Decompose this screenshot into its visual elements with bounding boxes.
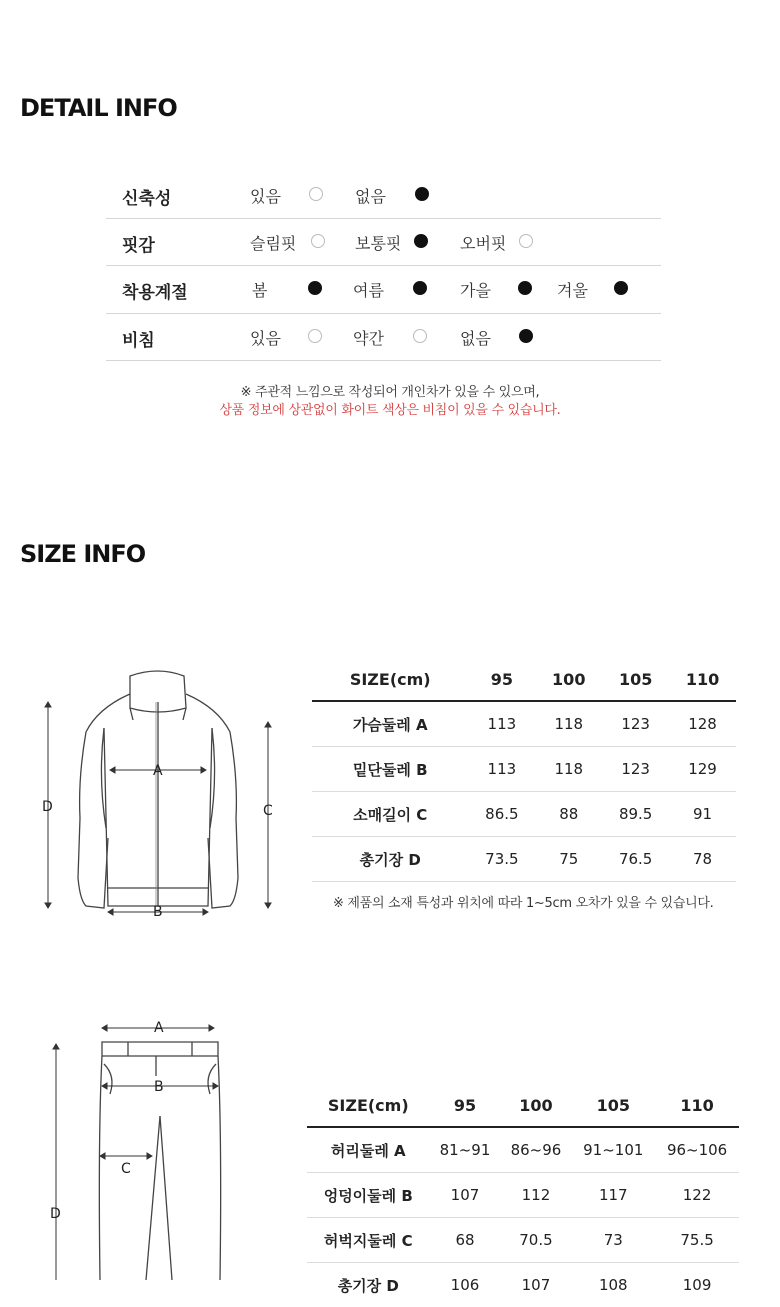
table-cell: 129 (669, 747, 736, 792)
detail-label: 핏감 (122, 231, 155, 256)
diagram-label-d: D (42, 799, 53, 815)
table-cell: 75.5 (655, 1218, 739, 1263)
detail-table (106, 172, 661, 361)
table-header-cell: 105 (602, 658, 669, 701)
row-label: 가슴둘레 A (312, 701, 468, 747)
table-header-cell: 110 (669, 658, 736, 701)
selected-dot-icon (308, 281, 322, 295)
size-info-title: SIZE INFO (20, 540, 145, 568)
diagram-label-c: C (121, 1161, 131, 1177)
table-row (307, 1218, 739, 1263)
table-header-cell: SIZE(cm) (307, 1084, 430, 1127)
table-header-cell: 95 (468, 658, 535, 701)
detail-row-fit (106, 219, 661, 266)
option-label: 슬림핏 (250, 231, 296, 254)
option-label: 오버핏 (460, 231, 506, 254)
diagram-label-a: A (153, 763, 163, 779)
table-cell: 75 (535, 837, 602, 882)
table-cell: 123 (602, 747, 669, 792)
jacket-diagram (38, 668, 283, 926)
row-label: 총기장 D (312, 837, 468, 882)
detail-label: 비침 (122, 326, 155, 351)
table-cell: 91 (669, 792, 736, 837)
table-header-row (307, 1084, 739, 1127)
diagram-label-c: C (263, 803, 273, 819)
option-label: 있음 (250, 184, 281, 207)
selected-dot-icon (518, 281, 532, 295)
option-label: 여름 (353, 278, 384, 301)
option-label: 보통핏 (355, 231, 401, 254)
table-cell: 96~106 (655, 1127, 739, 1173)
table-cell: 107 (500, 1263, 571, 1307)
selected-dot-icon (519, 329, 533, 343)
detail-row-season (106, 266, 661, 314)
diagram-label-b: B (153, 904, 163, 920)
table-cell: 70.5 (500, 1218, 571, 1263)
detail-row-sheer (106, 314, 661, 361)
selected-dot-icon (414, 234, 428, 248)
selected-dot-icon (415, 187, 429, 201)
unselected-dot-icon (519, 234, 533, 248)
table-cell: 106 (430, 1263, 501, 1307)
table-cell: 91~101 (571, 1127, 655, 1173)
detail-label: 착용계절 (122, 278, 188, 303)
table-cell: 118 (535, 701, 602, 747)
row-label: 허리둘레 A (307, 1127, 430, 1173)
table-header-cell: 100 (500, 1084, 571, 1127)
detail-info-title: DETAIL INFO (20, 94, 177, 122)
table-cell: 113 (468, 747, 535, 792)
table-header-cell: SIZE(cm) (312, 658, 468, 701)
table-row (312, 701, 736, 747)
diagram-label-b: B (154, 1079, 164, 1095)
selected-dot-icon (413, 281, 427, 295)
table-header-cell: 100 (535, 658, 602, 701)
table-cell: 86~96 (500, 1127, 571, 1173)
unselected-dot-icon (413, 329, 427, 343)
table-row (312, 837, 736, 882)
table-cell: 86.5 (468, 792, 535, 837)
table-cell: 73 (571, 1218, 655, 1263)
table-row (307, 1263, 739, 1307)
option-label: 있음 (250, 326, 281, 349)
table-cell: 118 (535, 747, 602, 792)
table-cell: 89.5 (602, 792, 669, 837)
option-label: 없음 (355, 184, 386, 207)
table-row (307, 1173, 739, 1218)
size-tolerance-note: ※ 제품의 소재 특성과 위치에 따라 1~5cm 오차가 있을 수 있습니다. (333, 892, 713, 911)
diagram-label-d: D (50, 1206, 61, 1222)
pants-size-table (307, 1084, 739, 1307)
detail-row-stretch (106, 172, 661, 219)
row-label: 총기장 D (307, 1263, 430, 1307)
unselected-dot-icon (311, 234, 325, 248)
table-header-cell: 105 (571, 1084, 655, 1127)
table-cell: 108 (571, 1263, 655, 1307)
detail-warning-note: 상품 정보에 상관없이 화이트 색상은 비침이 있을 수 있습니다. (0, 399, 780, 418)
table-cell: 73.5 (468, 837, 535, 882)
unselected-dot-icon (308, 329, 322, 343)
table-header-cell: 110 (655, 1084, 739, 1127)
table-cell: 128 (669, 701, 736, 747)
table-header-cell: 95 (430, 1084, 501, 1127)
table-cell: 81~91 (430, 1127, 501, 1173)
table-row (312, 747, 736, 792)
option-label: 봄 (252, 278, 267, 301)
selected-dot-icon (614, 281, 628, 295)
detail-note: ※ 주관적 느낌으로 작성되어 개인차가 있을 수 있으며, (0, 381, 780, 400)
detail-label: 신축성 (122, 184, 171, 209)
pants-diagram (44, 1016, 234, 1280)
table-row (307, 1127, 739, 1173)
table-cell: 109 (655, 1263, 739, 1307)
table-cell: 113 (468, 701, 535, 747)
table-cell: 123 (602, 701, 669, 747)
table-cell: 88 (535, 792, 602, 837)
row-label: 소매길이 C (312, 792, 468, 837)
unselected-dot-icon (309, 187, 323, 201)
jacket-size-table (312, 658, 736, 882)
table-cell: 68 (430, 1218, 501, 1263)
option-label: 약간 (353, 326, 384, 349)
option-label: 없음 (460, 326, 491, 349)
row-label: 밑단둘레 B (312, 747, 468, 792)
row-label: 허벅지둘레 C (307, 1218, 430, 1263)
option-label: 가을 (460, 278, 491, 301)
table-cell: 76.5 (602, 837, 669, 882)
table-row (312, 792, 736, 837)
table-cell: 107 (430, 1173, 501, 1218)
table-cell: 78 (669, 837, 736, 882)
table-cell: 117 (571, 1173, 655, 1218)
table-cell: 112 (500, 1173, 571, 1218)
table-cell: 122 (655, 1173, 739, 1218)
diagram-label-a: A (154, 1020, 164, 1036)
table-header-row (312, 658, 736, 701)
option-label: 겨울 (557, 278, 588, 301)
row-label: 엉덩이둘레 B (307, 1173, 430, 1218)
